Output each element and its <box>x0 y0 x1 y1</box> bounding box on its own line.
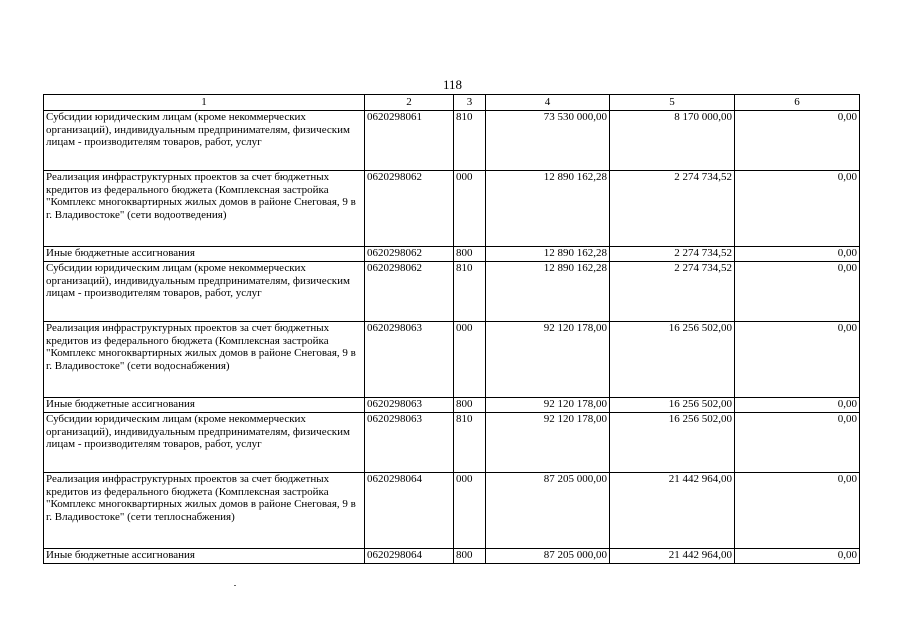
row-name-cell: Субсидии юридическим лицам (кроме некоммерческих организаций), индивидуальным предпринимателям, физическим лицам - производителям товаров, работ, услуг <box>44 413 365 473</box>
row-kind-cell: 810 <box>454 111 486 171</box>
row-code-cell: 0620298064 <box>365 473 454 549</box>
page-number: 118 <box>442 77 463 92</box>
header-col-4: 4 <box>486 95 610 111</box>
row-value-col5: 2 274 734,52 <box>610 171 735 247</box>
row-value-col5: 16 256 502,00 <box>610 398 735 413</box>
row-value-col4: 92 120 178,00 <box>486 398 610 413</box>
row-value-col5: 8 170 000,00 <box>610 111 735 171</box>
row-value-col6: 0,00 <box>735 322 860 398</box>
row-value-col6: 0,00 <box>735 262 860 322</box>
row-value-col4: 92 120 178,00 <box>486 322 610 398</box>
row-name-cell: Реализация инфраструктурных проектов за счет бюджетных кредитов из федерального бюджета (Комплексная застройка "Комплекс многоквартирных жилых домов в районе Снеговая, 9 в г. Владивостоке" (сети водоотведения) <box>44 171 365 247</box>
header-col-1: 1 <box>44 95 365 111</box>
row-code-cell: 0620298064 <box>365 549 454 564</box>
scan-dot <box>234 585 236 586</box>
row-code-cell: 0620298063 <box>365 322 454 398</box>
row-name-cell: Субсидии юридическим лицам (кроме некоммерческих организаций), индивидуальным предпринимателям, физическим лицам - производителям товаров, работ, услуг <box>44 111 365 171</box>
row-name-cell: Иные бюджетные ассигнования <box>44 247 365 262</box>
row-name-cell: Субсидии юридическим лицам (кроме некоммерческих организаций), индивидуальным предпринимателям, физическим лицам - производителям товаров, работ, услуг <box>44 262 365 322</box>
row-value-col4: 12 890 162,28 <box>486 262 610 322</box>
row-kind-cell: 800 <box>454 549 486 564</box>
row-kind-cell: 810 <box>454 413 486 473</box>
row-kind-cell: 810 <box>454 262 486 322</box>
row-kind-cell: 800 <box>454 398 486 413</box>
row-value-col6: 0,00 <box>735 247 860 262</box>
table-row <box>44 111 860 171</box>
table-row <box>44 262 860 322</box>
table-row <box>44 322 860 398</box>
row-value-col4: 87 205 000,00 <box>486 549 610 564</box>
row-kind-cell: 000 <box>454 171 486 247</box>
row-kind-cell: 800 <box>454 247 486 262</box>
row-value-col5: 21 442 964,00 <box>610 473 735 549</box>
row-value-col4: 73 530 000,00 <box>486 111 610 171</box>
row-name-cell: Иные бюджетные ассигнования <box>44 549 365 564</box>
row-code-cell: 0620298063 <box>365 413 454 473</box>
row-name-cell: Реализация инфраструктурных проектов за счет бюджетных кредитов из федерального бюджета (Комплексная застройка "Комплекс многоквартирных жилых домов в районе Снеговая, 9 в г. Владивостоке" (сети водоснабжения) <box>44 322 365 398</box>
row-value-col6: 0,00 <box>735 398 860 413</box>
row-code-cell: 0620298062 <box>365 262 454 322</box>
row-value-col5: 16 256 502,00 <box>610 413 735 473</box>
row-code-cell: 0620298061 <box>365 111 454 171</box>
header-col-6: 6 <box>735 95 860 111</box>
table-row <box>44 247 860 262</box>
header-col-5: 5 <box>610 95 735 111</box>
row-value-col4: 12 890 162,28 <box>486 171 610 247</box>
table-row <box>44 549 860 564</box>
row-value-col6: 0,00 <box>735 473 860 549</box>
row-value-col4: 92 120 178,00 <box>486 413 610 473</box>
row-kind-cell: 000 <box>454 322 486 398</box>
row-value-col5: 2 274 734,52 <box>610 262 735 322</box>
row-value-col6: 0,00 <box>735 171 860 247</box>
table-row <box>44 473 860 549</box>
budget-table <box>43 94 860 564</box>
row-name-cell: Иные бюджетные ассигнования <box>44 398 365 413</box>
row-value-col5: 2 274 734,52 <box>610 247 735 262</box>
row-code-cell: 0620298062 <box>365 247 454 262</box>
table-row <box>44 171 860 247</box>
header-col-2: 2 <box>365 95 454 111</box>
row-value-col6: 0,00 <box>735 111 860 171</box>
row-value-col4: 87 205 000,00 <box>486 473 610 549</box>
row-code-cell: 0620298062 <box>365 171 454 247</box>
header-col-3: 3 <box>454 95 486 111</box>
row-value-col5: 21 442 964,00 <box>610 549 735 564</box>
table-header-row <box>44 95 860 111</box>
row-kind-cell: 000 <box>454 473 486 549</box>
table-row <box>44 398 860 413</box>
row-value-col5: 16 256 502,00 <box>610 322 735 398</box>
row-value-col4: 12 890 162,28 <box>486 247 610 262</box>
row-code-cell: 0620298063 <box>365 398 454 413</box>
table-row <box>44 413 860 473</box>
row-name-cell: Реализация инфраструктурных проектов за счет бюджетных кредитов из федерального бюджета (Комплексная застройка "Комплекс многоквартирных жилых домов в районе Снеговая, 9 в г. Владивостоке" (сети теплоснабжения) <box>44 473 365 549</box>
row-value-col6: 0,00 <box>735 549 860 564</box>
row-value-col6: 0,00 <box>735 413 860 473</box>
